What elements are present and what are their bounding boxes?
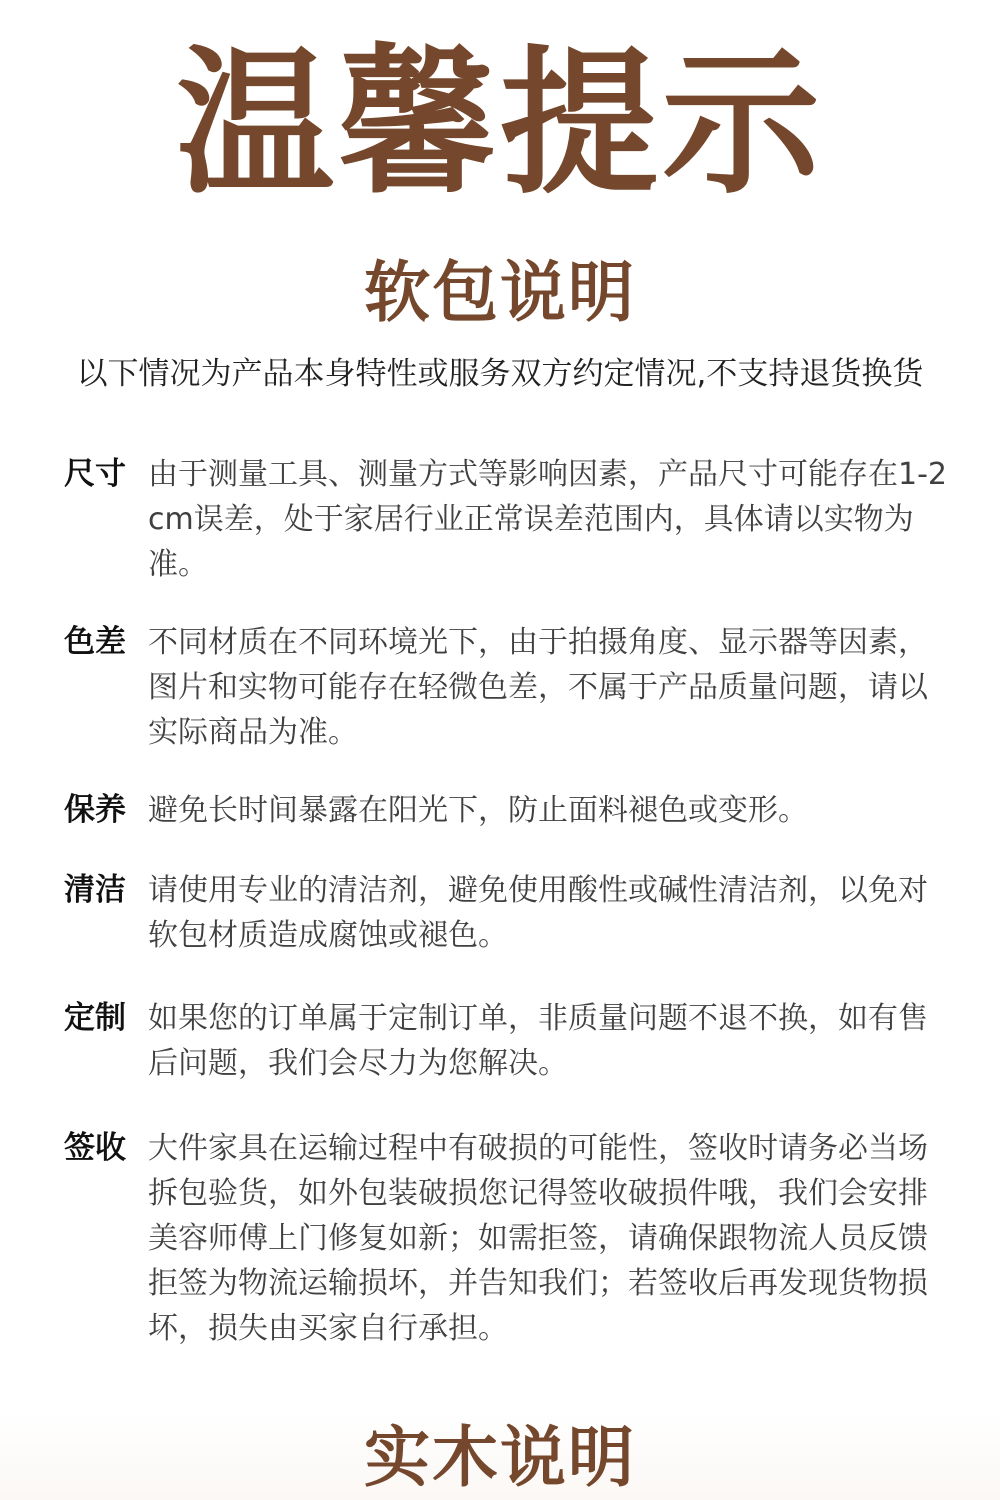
note-cleaning-label: 清洁 [64, 872, 126, 908]
note-size-label: 尺寸 [64, 456, 126, 492]
note-maintenance [64, 788, 954, 868]
note-cleaning [64, 868, 954, 996]
note-customization-text: 如果您的订单属于定制订单，非质量问题不退不换，如有售后问题，我们会尽力为您解决。 [148, 1001, 928, 1081]
note-maintenance-text: 避免长时间暴露在阳光下，防止面料褪色或变形。 [148, 793, 808, 828]
note-customization [64, 996, 954, 1126]
note-size-text: 由于测量工具、测量方式等影响因素，产品尺寸可能存在1-2cm误差，处于家居行业正常误差范围内，具体请以实物为准。 [148, 457, 947, 582]
note-size [64, 452, 954, 620]
note-color-difference-label: 色差 [64, 624, 126, 660]
soft-package-notes-list [64, 452, 954, 1346]
note-maintenance-label: 保养 [64, 792, 126, 828]
note-color-difference-text: 不同材质在不同环境光下，由于拍摄角度、显示器等因素，图片和实物可能存在轻微色差，不属于产品质量问题，请以实际商品为准。 [148, 625, 928, 750]
soft-package-section-title: 软包说明 [364, 254, 636, 331]
page-title: 温馨提示 [176, 32, 824, 216]
note-cleaning-text: 请使用专业的清洁剂，避免使用酸性或碱性清洁剂，以免对软包材质造成腐蚀或褪色。 [148, 873, 928, 953]
note-customization-label: 定制 [64, 1000, 126, 1036]
return-policy-notice: 以下情况为产品本身特性或服务双方约定情况,不支持退货换货 [76, 356, 924, 392]
solid-wood-section-title: 实木说明 [364, 1419, 636, 1496]
note-delivery-signoff-text: 大件家具在运输过程中有破损的可能性，签收时请务必当场拆包验货，如外包装破损您记得签收破损件哦，我们会安排美容师傅上门修复如新；如需拒签，请确保跟物流人员反馈拒签为物流运输损坏，并告知我们；若签收后再发现货物损坏，损失由买家自行承担。 [148, 1131, 928, 1346]
note-delivery-signoff-label: 签收 [64, 1130, 126, 1166]
note-delivery-signoff [64, 1126, 954, 1346]
note-color-difference [64, 620, 954, 788]
